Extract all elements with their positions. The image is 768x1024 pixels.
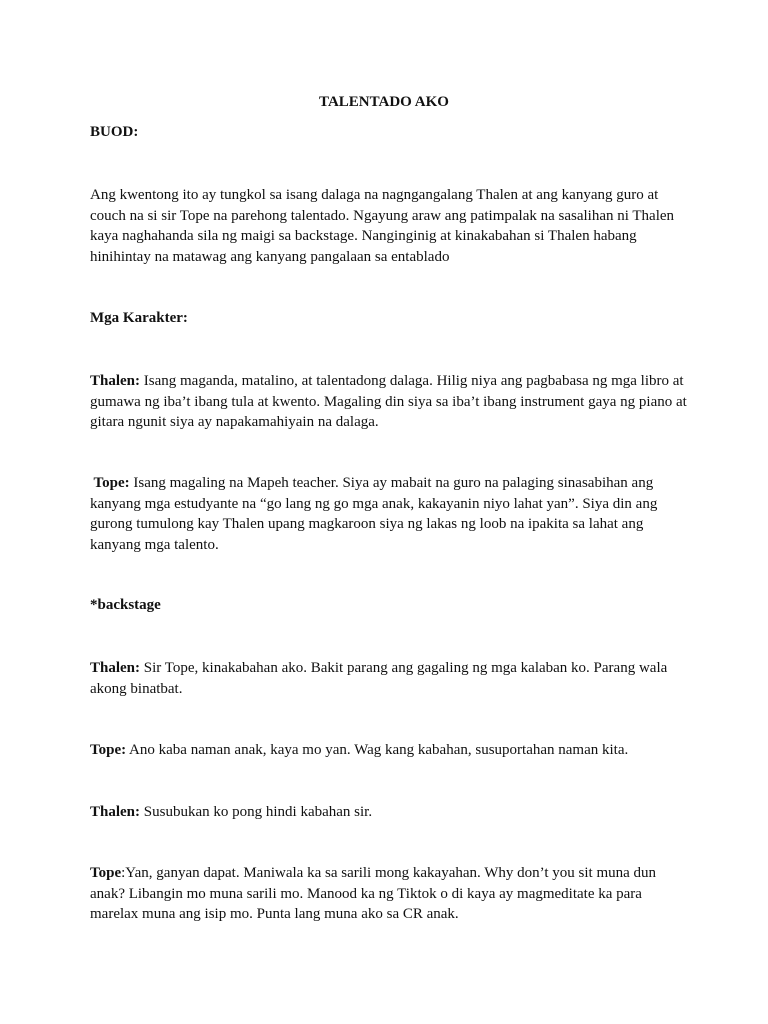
dialogue-line: [90, 863, 690, 925]
buod-paragraph: Ang kwentong ito ay tungkol sa isang dalaga na nagngangalang Thalen at ang kanyang guro at couch na si sir Tope na parehong talentado. Ngayung araw ang patimpalak na sasalihan ni Thalen kaya naghahanda sila ng maigi sa backstage. Nanginginig at kinakabahan si Thalen habang hinihintay na matawag ang kanyang pangalaan sa entablado: [90, 187, 675, 265]
dialogue-line: [90, 802, 690, 823]
dialogue-text: Susubukan ko pong hindi kabahan sir.: [140, 804, 373, 820]
document-title: TALENTADO AKO: [319, 94, 449, 110]
character-name: Thalen:: [90, 373, 141, 389]
character-tope-paragraph: [90, 473, 690, 555]
dialogue-speaker: Thalen:: [90, 660, 141, 676]
dialogue-text: Sir Tope, kinakabahan ako. Bakit parang ang gagaling ng mga kalaban ko. Parang wala akong binatbat.: [90, 660, 668, 697]
scene-heading: *backstage: [90, 597, 161, 613]
character-thalen-paragraph: [90, 371, 690, 433]
character-description: Isang magaling na Mapeh teacher. Siya ay mabait na guro na palaging sinasabihan ang kanyang mga estudyante na “go lang ng go mga anak, kakayanin niyo lahat yan”. Siya din ang gurong tumulong kay Thalen upang magkaroon siya ng lakas ng loob na ipakita sa lahat ang kanyang mga talento.: [90, 475, 658, 553]
character-name: Tope:: [90, 475, 130, 491]
karakter-heading: Mga Karakter:: [90, 310, 188, 326]
dialogue-text: :Yan, ganyan dapat. Maniwala ka sa sarili mong kakayahan. Why don’t you sit muna dun anak? Libangin mo muna sarili mo. Manood ka ng Tiktok o di kaya ay magmeditate ka para marelax muna ang isip mo. Punta lang muna ako sa CR anak.: [90, 865, 657, 922]
dialogue-speaker: Thalen:: [90, 804, 141, 820]
dialogue-speaker: Tope:: [90, 742, 127, 758]
buod-heading: BUOD:: [90, 124, 139, 140]
character-description: Isang maganda, matalino, at talentadong dalaga. Hilig niya ang pagbabasa ng mga libro at gumawa ng iba’t ibang tula at kwento. Magaling din siya sa iba’t ibang instrument gaya ng piano at gitara ngunit siya ay napakamahiyain na dalaga.: [90, 373, 687, 430]
dialogue-text: Ano kaba naman anak, kaya mo yan. Wag kang kabahan, susuportahan naman kita.: [126, 742, 629, 758]
dialogue-line: [90, 740, 690, 761]
dialogue-speaker: Tope: [90, 865, 122, 881]
dialogue-line: [90, 658, 690, 699]
